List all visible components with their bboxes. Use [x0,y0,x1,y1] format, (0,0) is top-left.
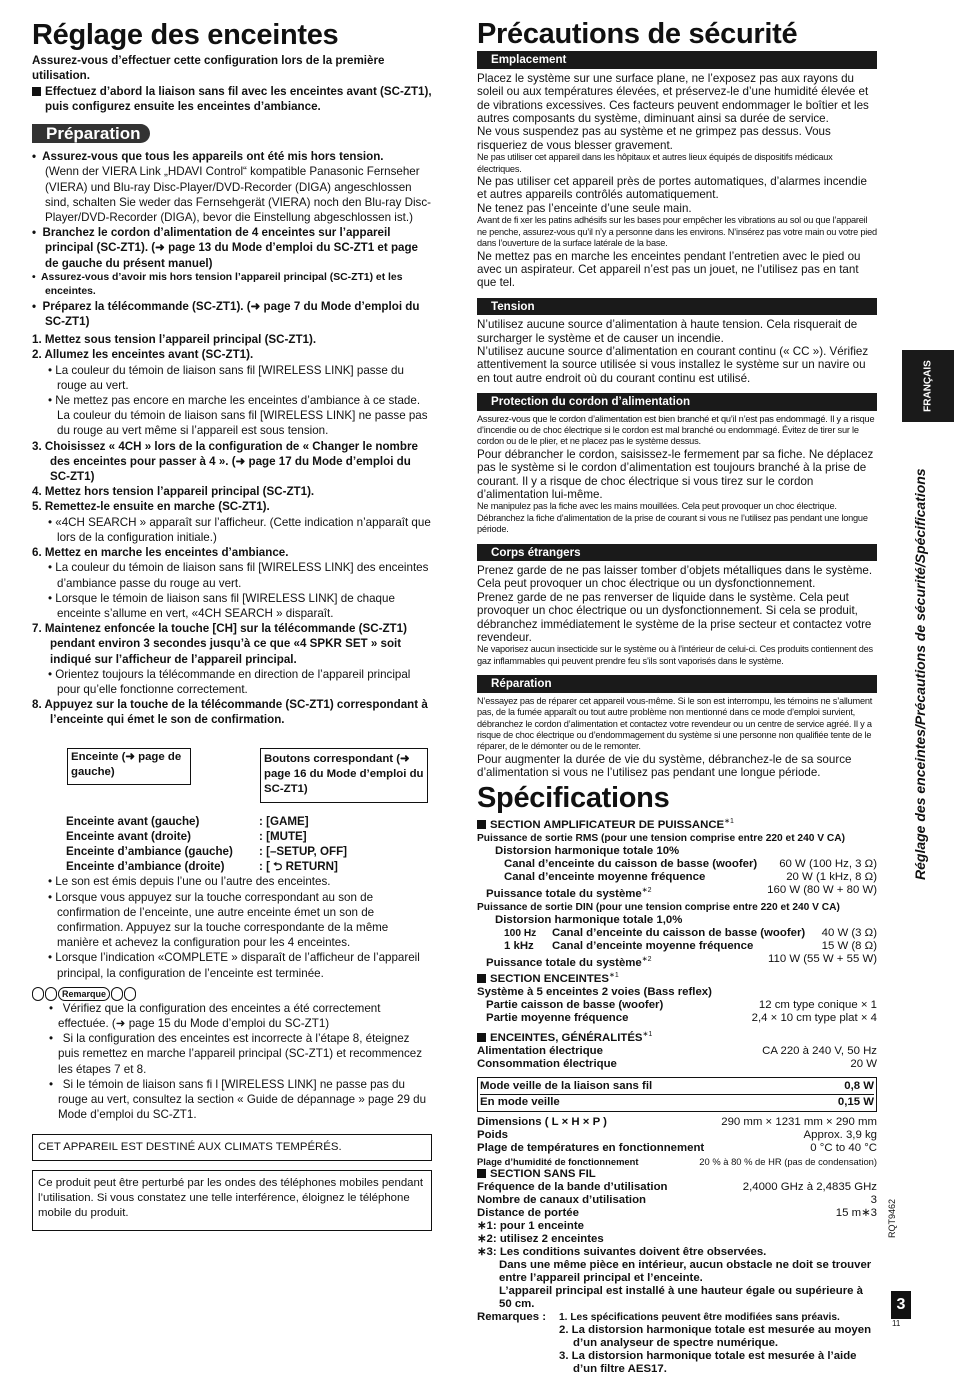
square-bullet-icon [477,974,486,983]
section-paragraph: Placez le système sur une surface plane, ne l’exposez pas aux rayons du soleil ou aux températures élevées, et préservez-le d’une humidité élevée et de vibrations excessives. Ces facteurs peuvent endommager le boîtier et les autres composants du système, diminuant ainsi sa durée de service. [477,71,869,126]
prep-item: • Assurez-vous que tous les appareils ont été mis hors tension. [32,150,384,164]
section-paragraph: Ne pas utiliser cet appareil dans les hôpitaux et autres lieux équipés de dispositifs médicaux électriques. [477,152,833,174]
footnote: ∗1: pour 1 enceinte [477,1219,585,1232]
section-paragraph: Avant de fi xer les patins adhésifs sur les bases pour empêcher les vibrations au sol ou que l’appareil ne penche, assurez-vous qu’il n’y a personne dans les environs. N’insérez pas votre main ou votre pied dans l’ouverture de la surface latérale de la base. [477,215,877,249]
page-title: Réglage des enceintes [32,19,339,51]
steps-list [32,332,432,727]
remark: • Si le témoin de liaison sans fi l [WIRELESS LINK] ne passe pas du rouge au vert, consultez la section « Guide de dépannage » page 29 du Mode d’emploi du SC-ZT1. [49,1077,427,1122]
section-paragraph: Pour débrancher le cordon, saisissez-le fermement par sa fiche. Ne déplacez pas le système si le cordon d’alimentation est toujours branché à la prise de courant. Il y a risque de choc électrique si vous tirez sur le cordon d’alimentation lui-même. [477,447,874,501]
note: • Lorsque vous appuyez sur la touche correspondant au son de confirmation de l’enceinte, une autre enceinte émet un son de confirmation. Appuyez sur la touche correspondante de la même manière et achevez la configuration pour les 4 enceintes. [48,890,389,950]
spec-row: Mode veille de la liaison sans fil 0,8 W [480,1079,874,1095]
standby-box [477,1077,877,1112]
section-paragraph: Ne tenez pas l’enceinte d’une seule main. [477,201,692,215]
spec-row: 1 kHz Canal d’enceinte moyenne fréquence 15 W (8 Ω) [504,939,877,952]
preparation-list [32,149,432,329]
square-bullet-icon [32,87,41,96]
spec-row: Dimensions ( L × H × P ) 290 mm × 1231 mm × 290 mm [477,1115,877,1128]
step-1: 1. Mettez sous tension l’appareil principal (SC-ZT1). [32,333,317,347]
section-paragraph: Ne vaporisez aucun insecticide sur le système ou à l’intérieur de celui-ci. Ces produits contiennent des gaz inflammables qui peuvent prendre feu s’ils sont vaporisés dans le système. [477,644,873,666]
step-6: 6. Mettez en marche les enceintes d’ambiance. [32,546,289,560]
safety-sections [477,51,877,779]
prep-item-note: (Wenn der VIERA Link „HDAVI Control“ kompatible Panasonic Fernseher (VIERA) und Blu-ray Disc-Player/DVD-Recorder (DIGA) angeschlossen sind, schalten Sie weder das Fernsehgerät (VIERA) noch den Blu-ray Disc-Player/DVD-Recorder (DIGA), bevor die Einstellung abgeschlossen ist.) [45,165,431,225]
section-paragraph: Assurez-vous que le cordon d’alimentation est bien branché et qu’il n’est pas endommagé. Il y a risque d’incendie ou de choc électrique si le cordon est mal branché ou endommagé. Évitez de tirer sur le cordon ou de le plier, et ne placez pas le système dessus. [477,413,875,447]
step-note: • La couleur du témoin de liaison sans fil [WIRELESS LINK] des enceintes d’ambiance passe du rouge au vert. [48,561,429,590]
spec-row: Alimentation électrique CA 220 à 240 V, 50 Hz [477,1044,877,1057]
section-paragraph: Pour augmenter la durée de vie du système, débranchez-le de sa source d’alimentation si vous ne l’utilisez pas pendant une longue période. [477,752,852,780]
thd-10: Distorsion harmonique totale 10% [495,844,680,857]
spec-row: Canal d’enceinte moyenne fréquence 20 W (1 kHz, 8 Ω) [504,870,877,883]
spec-row: Distance de portée 15 m∗3 [477,1206,877,1219]
table-row: Enceinte avant (gauche) : [GAME] [66,814,309,828]
language-tab: FRANÇAIS [902,350,954,422]
safety-section [477,544,877,668]
remarks: Remarques : 1. Les spécifications peuvent être modifiées sans préavis. 2. La distorsion harmonique totale est mesurée au moyen d’un analyseur de spectre numérique. 3. La distorsion harmonique totale est mesurée à l’aide d’un filtre AES17. [477,1311,877,1376]
spec-row: Nombre de canaux d’utilisation 3 [477,1193,877,1206]
section-paragraph: Ne manipulez pas la fiche avec les mains mouillées. Cela peut provoquer un choc électrique. Débranchez la fiche d’alimentation de la prise de courant si vous ne l’utilisez pas pendant une longue période. [477,501,868,535]
intro-note: Effectuez d’abord la liaison sans fil avec les enceintes avant (SC-ZT1), puis configurez ensuite les enceintes d’ambiance. [32,84,432,114]
enc-system: Système à 5 enceintes 2 voies (Bass reflex) [477,986,712,999]
spec-row: Puissance totale du système$^{∗2}$ 110 W (55 W + 55 W) [486,952,877,969]
gen-heading: ENCEINTES, $GÉNÉRALITÉS^{∗1}$ [477,1028,877,1045]
footnote: ∗2: utilisez 2 enceintes [477,1232,604,1245]
step-5: 5. Remettez-le ensuite en marche (SC-ZT1). [32,500,270,514]
footnote: ∗3: Les conditions suivantes doivent être observées. [477,1245,767,1258]
speaker-table [32,814,432,875]
wireless-heading: SECTION SANS FIL [477,1168,877,1181]
specifications [477,815,877,1376]
step-note: • Orientez toujours la télécommande en direction de l’appareil principal pour qu’elle fonctionne correctement. [48,667,411,696]
spec-row: Plage d’humidité de fonctionnement 20 % à 80 % de HR (pas de condensation) [477,1155,877,1167]
safety-section [477,675,877,779]
section-paragraph: Prenez garde de ne pas renverser de liquide dans le système. Cela peut provoquer un choc électrique ou un dysfonctionnement. Si cela se produit, débranchez immédiatement le système de la prise secteur et contactez votre revendeur. [477,590,872,645]
note: • Lorsque l’indication «COMPLETE » disparaît de l’afficheur de l’appareil principal, la configuration de l’enceinte est terminée. [48,951,420,980]
remark: 3. La distorsion harmonique totale est mesurée à l’aide d’un filtre AES17. [559,1349,857,1375]
spec-row: Poids Approx. 3,9 kg [477,1128,877,1141]
step-8: 8. Appuyez sur la touche de la télécommande (SC-ZT1) correspondant à l’enceinte qui émet le son de confirmation. [32,698,428,727]
right-column [477,18,877,1376]
after-notes [32,874,432,980]
section-heading: Réparation [477,675,877,692]
section-paragraph: Ne mettez pas en marche les enceintes pendant l’entretien avec le pied ou avec un aspirateur. Cet appareil n’est pas un jouet, ne l’utilisez pas en tant que tel. [477,249,861,290]
square-bullet-icon [477,1169,486,1178]
step-note: • La couleur du témoin de liaison sans fil [WIRELESS LINK] passe du rouge au vert. [48,363,404,392]
remark-label: Remarque [58,987,110,1001]
square-bullet-icon [477,1033,486,1042]
section-heading: Emplacement [477,51,877,68]
section-paragraph: N’utilisez aucune source d’alimentation en courant continu (« CC »). Vérifiez attentivement la source utilisée si vous installez le système sur un navire ou en tout autre endroit où du courant continu est utilisé. [477,344,869,385]
model-code: RQT9462 [887,1198,897,1238]
enc-heading: SECTION $ENCEINTES^{∗1}$ [477,969,877,986]
step-4: 4. Mettez hors tension l’appareil principal (SC-ZT1). [32,485,315,499]
spec-row: Canal d’enceinte du caisson de basse (woofer) 60 W (100 Hz, 3 Ω) [504,857,877,870]
safety-section [477,393,877,535]
table-head-speaker: Enceinte (➜ page de gauche) [67,748,191,785]
intro-text: Assurez-vous d’effectuer cette configuration lors de la première utilisation. [32,54,385,83]
preparation-heading: Préparation [32,124,150,143]
step-note: • Lorsque le témoin de liaison sans fil [WIRELESS LINK] de chaque enceinte s’allume en vert, «4CH SEARCH » disparaît. [48,591,395,620]
mobile-phone-notice: Ce produit peut être perturbé par les ondes des téléphones mobiles pendant l’utilisation. Si vous constatez une telle interférence, éloignez le téléphone mobile du produit. [32,1170,432,1231]
spec-row: Consommation électrique 20 W [477,1057,877,1070]
prep-item: • Assurez-vous d’avoir mis hors tension l’appareil principal (SC-ZT1) et les enceintes. [32,271,403,297]
section-paragraph: N’utilisez aucune source d’alimentation à haute tension. Cela risquerait de surcharger le système et de causer un incendie. [477,318,858,345]
footnote-detail: L’appareil principal est installé à une hauteur égale ou supérieure à 50 cm. [499,1284,863,1310]
side-section-title: Réglage des enceintes/Précautions de sécurité/Spécifications [912,468,928,880]
step-7: 7. Maintenez enfoncée la touche [CH] sur la télécommande (SC-ZT1) pendant environ 3 secondes jusqu’à ce que «4 SPKR SET » soit indiqué sur l’afficheur de l’appareil principal. [32,622,407,666]
section-paragraph: Ne pas utiliser cet appareil près de portes automatiques, d’alarmes incendie et autres appareils contrôlés automatiquement. [477,175,867,202]
remark: 2. La distorsion harmonique totale est mesurée au moyen d’un analyseur de spectre numérique. [559,1323,872,1349]
section-paragraph: Ne vous suspendez pas au système et ne grimpez pas dessus. Vous risqueriez de vous blesser gravement. [477,125,831,152]
step-note: • «4CH SEARCH » apparaît sur l’afficheur. (Cette indication n’apparaît que lors de la configuration initiale.) [48,515,431,544]
spec-row: Partie moyenne fréquence 2,4 × 10 cm type plat × 4 [486,1012,877,1025]
safety-section [477,51,877,289]
step-note: • Ne mettez pas encore en marche les enceintes d’ambiance à ce stade. La couleur du témoin de liaison sans fil [WIRELESS LINK] ne passe pas du rouge au vert même si l’appareil est sous tension. [48,394,428,438]
amp-heading: SECTION AMPLIFICATEUR DE $PUISSANCE^{∗1}$ [477,815,877,832]
table-head-buttons: Boutons correspondant (➜ page 16 du Mode d’emploi du SC-ZT1) [260,748,428,803]
spec-row: Partie caisson de basse (woofer) 12 cm type conique × 1 [486,999,877,1012]
spec-row: En mode veille 0,15 W [480,1095,874,1108]
section-heading: Tension [477,298,877,315]
spec-row: Fréquence de la bande d’utilisation 2,4000 GHz à 2,4835 GHz [477,1180,877,1193]
prep-item: • Branchez le cordon d’alimentation de 4 enceintes sur l’appareil principal (SC-ZT1). (➜ page 13 du Mode d’emploi du SC-ZT1 et page de gauche du présent manuel) [32,226,419,270]
table-row: Enceinte d’ambiance (gauche) : [–SETUP, OFF] [66,844,348,858]
thd-1: Distorsion harmonique totale 1,0% [495,913,683,926]
remarks-list [32,1001,432,1123]
spec-title: Spécifications [477,781,670,814]
note: • Le son est émis depuis l’une ou l’autre des enceintes. [48,875,331,889]
speaker-table-header [32,748,432,810]
din-title: Puissance de sortie DIN (pour une tension comprise entre 220 et 240 V CA) [477,901,840,913]
square-bullet-icon [477,820,486,829]
remark: • Si la configuration des enceintes est incorrecte à l’étape 8, éteignez puis remettez en marche l’appareil principal (SC-ZT1) et recommencez les étapes 7 et 8. [49,1032,423,1076]
remark-heading [32,987,432,1001]
section-paragraph: N’essayez pas de réparer cet appareil vous-même. Si le son est interrompu, les témoins ne s’allument pas, de la fumée apparaît ou tout autre problème non mentionné dans ce mode d’emploi survient, débranchez le cordon d’alimentation et contactez votre revendeur ou un centre de service agréé. Il y a risque de choc électrique ou d’endommagement du système si une personne non qualifiée tente de le réparer, de le démonter ou de le remonter. [477,695,873,752]
footnote-detail: Dans une même pièce en intérieur, aucun obstacle ne doit se trouver entre l’appareil principal et l’enceinte. [499,1258,872,1284]
spec-row: 100 Hz Canal d’enceinte du caisson de basse (woofer) 40 W (3 Ω) [504,926,877,939]
safety-section [477,298,877,385]
step-2: 2. Allumez les enceintes avant (SC-ZT1). [32,348,254,362]
prep-item: • Préparez la télécommande (SC-ZT1). (➜ page 7 du Mode d’emploi du SC-ZT1) [32,299,420,329]
left-column [32,19,432,1231]
safety-title: Précautions de sécurité [477,18,798,50]
rms-title: Puissance de sortie RMS (pour une tension comprise entre 220 et 240 V CA) [477,832,845,844]
section-heading: Corps étrangers [477,544,877,561]
section-paragraph: Prenez garde de ne pas laisser tomber d’objets métalliques dans le système. Cela peut provoquer un choc électrique ou un dysfonctionnement. [477,564,873,591]
spec-row: Puissance totale du système$^{∗2}$ 160 W (80 W + 80 W) [486,883,877,900]
table-row: Enceinte d’ambiance (droite) : [ ⮌ RETURN] [66,860,338,874]
climate-notice: CET APPAREIL EST DESTINÉ AUX CLIMATS TEMPÉRÉS. [32,1134,432,1161]
spec-row: Plage de températures en fonctionnement 0 °C to 40 °C [477,1141,877,1154]
table-row: Enceinte avant (droite) : [MUTE] [66,829,307,843]
section-heading: Protection du cordon d’alimentation [477,393,877,410]
remark: 1. Les spécifications peuvent être modifiées sans préavis. [559,1311,840,1323]
remark: • Vérifiez que la configuration des enceintes a été correctement effectuée. (➜ page 15 du Mode d’emploi du SC-ZT1) [49,1001,381,1030]
page-number: 3 [891,1291,911,1319]
step-3: 3. Choisissez « 4CH » lors de la configuration de « Changer le nombre des enceintes pour passer à 4 ». (➜ page 17 du Mode d’emploi du SC-ZT1) [32,439,418,484]
page-sub-number: 11 [892,1319,901,1328]
